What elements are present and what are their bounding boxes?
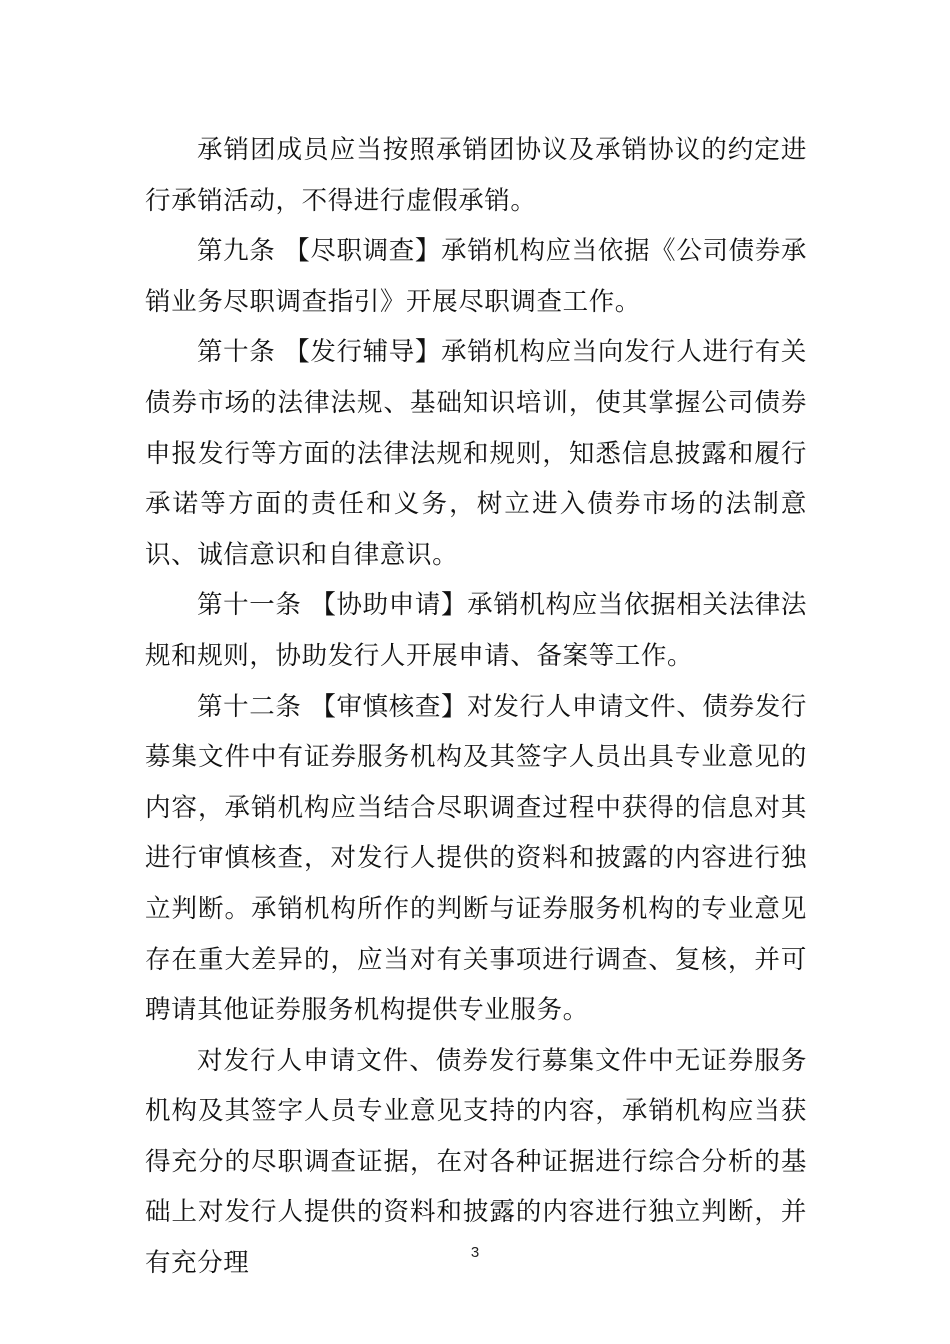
paragraph-article-12: 第十二条 【审慎核查】对发行人申请文件、债券发行募集文件中有证券服务机构及其签字人员出具专业意见的内容，承销机构应当结合尽职调查过程中获得的信息对其进行审慎核查，对发行人提供的资料和披露的内容进行独立判断。承销机构所作的判断与证券服务机构的专业意见存在重大差异的，应当对有关事项进行调查、复核，并可聘请其他证券服务机构提供专业服务。 <box>145 691 807 1026</box>
page-number: 3 <box>470 1244 480 1261</box>
body-text <box>145 125 807 1289</box>
paragraph-article-10: 第十条 【发行辅导】承销机构应当向发行人进行有关债券市场的法律法规、基础知识培训，使其掌握公司债券申报发行等方面的法律法规和规则，知悉信息披露和履行承诺等方面的责任和义务，树立进入债券市场的法制意识、诚信意识和自律意识。 <box>145 337 807 570</box>
paragraph-article-12-continued: 对发行人申请文件、债券发行募集文件中无证券服务机构及其签字人员专业意见支持的内容，承销机构应当获得充分的尽职调查证据，在对各种证据进行综合分析的基础上对发行人提供的资料和披露的内容进行独立判断，并有充分理 <box>145 1045 807 1279</box>
paragraph-article-11: 第十一条 【协助申请】承销机构应当依据相关法律法规和规则，协助发行人开展申请、备案等工作。 <box>145 590 807 671</box>
paragraph-article-9: 第九条 【尽职调查】承销机构应当依据《公司债券承销业务尽职调查指引》开展尽职调查工作。 <box>145 236 807 317</box>
paragraph-underwriting-syndicate: 承销团成员应当按照承销团协议及承销协议的约定进行承销活动，不得进行虚假承销。 <box>145 135 807 216</box>
